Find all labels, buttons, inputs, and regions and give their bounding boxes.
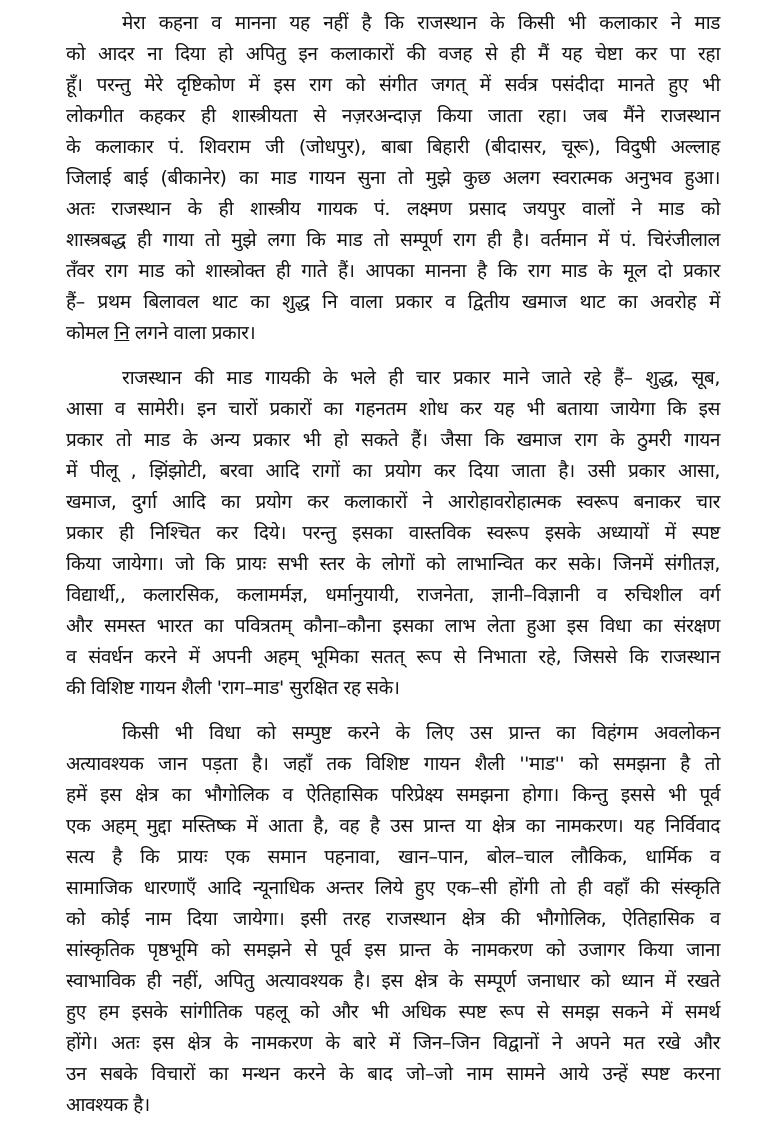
text-line: को आदर ना दिया हो अपितु इन कलाकारों की वजह से ही मैं यह चेष्टा कर पा रहा xyxy=(66,43,720,65)
text-line: उन सबके विचारों का मन्थन करने के बाद जो–जो नाम सामने आये उन्हें स्पष्ट करना xyxy=(66,1063,720,1085)
text-line: तँवर राग माड को शास्त्रोक्त ही गाते हैं। आपका मानना है कि राग माड के मूल दो प्रकार xyxy=(66,260,720,282)
text-line xyxy=(66,318,720,349)
text-line: में पीलू , झिंझोटी, बरवा आदि रागों का प्रयोग कर दिया जाता है। उसी प्रकार आसा, xyxy=(66,460,720,482)
text-line: की विशिष्ट गायन शैली 'राग–माड' सुरक्षित रह सके। xyxy=(66,677,400,699)
text-line: व संवर्धन करने में अपनी अहम् भूमिका सतत् रूप से निभाता रहे, जिससे कि राजस्थान xyxy=(66,646,720,668)
text-segment: लगने वाला प्रकार। xyxy=(129,322,256,344)
text-line: आवश्यक है। xyxy=(66,1094,150,1116)
text-line: स्वाभाविक ही नहीं, अपितु अत्यावश्यक है। इस क्षेत्र के सम्पूर्ण जनाधार को ध्यान में रखते xyxy=(66,970,720,992)
text-line: किसी भी विधा को सम्पुष्ट करने के लिए उस प्रान्त का विहंगम अवलोकन xyxy=(122,722,720,744)
text-line: हूँ। परन्तु मेरे दृष्टिकोण में इस राग को संगीत जगत् में सर्वत्र पसंदीदा मानते हुए भी xyxy=(66,74,720,96)
text-line: विद्यार्थी,, कलारसिक, कलामर्मज्ञ, धर्मानुयायी, राजनेता, ज्ञानी–विज्ञानी व रुचिशील वर्ग xyxy=(66,584,720,606)
text-line: किया जायेगा। जो कि प्रायः सभी स्तर के लोगों को लाभान्वित कर सके। जिनमें संगीतज्ञ, xyxy=(66,553,720,575)
text-line: प्रकार ही निश्चित कर दिये। परन्तु इसका वास्तविक स्वरूप इसके अध्यायों में स्पष्ट xyxy=(66,522,720,544)
text-line: शास्त्रबद्ध ही गाया तो मुझे लगा कि माड तो सम्पूर्ण राग ही है। वर्तमान में पं. चिरंजीलाल xyxy=(66,229,720,251)
text-line: राजस्थान की माड गायकी के भले ही चार प्रकार माने जाते रहे हैं– शुद्ध, सूब, xyxy=(122,367,720,389)
text-line: होंगे। अतः इस क्षेत्र के नामकरण के बारे में जिन–जिन विद्वानों ने अपने मत रखे और xyxy=(66,1032,720,1054)
text-line: सामाजिक धारणाएँ आदि न्यूनाधिक अन्तर लिये हुए एक–सी होंगी तो ही वहाँ की संस्कृति xyxy=(66,877,720,899)
text-line: मेरा कहना व मानना यह नहीं है कि राजस्थान के किसी भी कलाकार ने माड xyxy=(122,12,720,34)
text-segment: कोमल xyxy=(66,322,115,344)
underlined-note-ni: नि xyxy=(114,322,130,344)
text-line: प्रकार तो माड के अन्य प्रकार भी हो सकते हैं। जैसा कि खमाज राग के ठुमरी गायन xyxy=(66,429,720,451)
text-line: एक अहम् मुद्दा मस्तिष्क में आता है, वह है उस प्रान्त या क्षेत्र का नामकरण। यह निर्विवाद xyxy=(66,815,720,837)
text-line: और समस्त भारत का पवित्रतम् कौना–कौना इसका लाभ लेता हुआ इस विधा का संरक्षण xyxy=(66,615,720,637)
text-line: आसा व सामेरी। इन चारों प्रकारों का गहनतम शोध कर यह भी बताया जायेगा कि इस xyxy=(66,398,720,420)
text-line: हैं– प्रथम बिलावल थाट का शुद्ध नि वाला प्रकार व द्वितीय खमाज थाट का अवरोह में xyxy=(66,291,720,313)
text-line: लोकगीत कहकर ही शास्त्रीयता से नज़रअन्दाज़ किया जाता रहा। जब मैंने राजस्थान xyxy=(66,105,720,127)
text-line: खमाज, दुर्गा आदि का प्रयोग कर कलाकारों ने आरोहावरोहात्मक स्वरूप बनाकर चार xyxy=(66,491,720,513)
text-line: अत्यावश्यक जान पड़ता है। जहाँ तक विशिष्ट गायन शैली ''माड'' को समझना है तो xyxy=(66,753,720,775)
paragraph-2 xyxy=(66,363,720,704)
text-line: जिलाई बाई (बीकानेर) का माड गायन सुना तो मुझे कुछ अलग स्वरात्मक अनुभव हुआ। xyxy=(66,167,720,189)
text-line: हमें इस क्षेत्र का भौगोलिक व ऐतिहासिक परिप्रेक्ष्य समझना होगा। किन्तु इससे भी पूर्व xyxy=(66,784,720,806)
text-line: हुए हम इसके सांगीतिक पहलू को और भी अधिक स्पष्ट रूप से समझ सकने में समर्थ xyxy=(66,1001,720,1023)
paragraph-3 xyxy=(66,718,720,1121)
text-line: अतः राजस्थान के ही शास्त्रीय गायक पं. लक्ष्मण प्रसाद जयपुर वालों ने माड को xyxy=(66,198,720,220)
paragraph-1 xyxy=(66,8,720,349)
text-line: सांस्कृतिक पृष्ठभूमि को समझने से पूर्व इस प्रान्त के नामकरण को उजागर किया जाना xyxy=(66,939,720,961)
text-line: के कलाकार पं. शिवराम जी (जोधपुर), बाबा बिहारी (बीदासर, चूरू), विदुषी अल्लाह xyxy=(66,136,720,158)
text-line: सत्य है कि प्रायः एक समान पहनावा, खान–पान, बोल–चाल लौकिक, धार्मिक व xyxy=(66,846,720,868)
text-line: को कोई नाम दिया जायेगा। इसी तरह राजस्थान क्षेत्र की भौगोलिक, ऐतिहासिक व xyxy=(66,908,720,930)
